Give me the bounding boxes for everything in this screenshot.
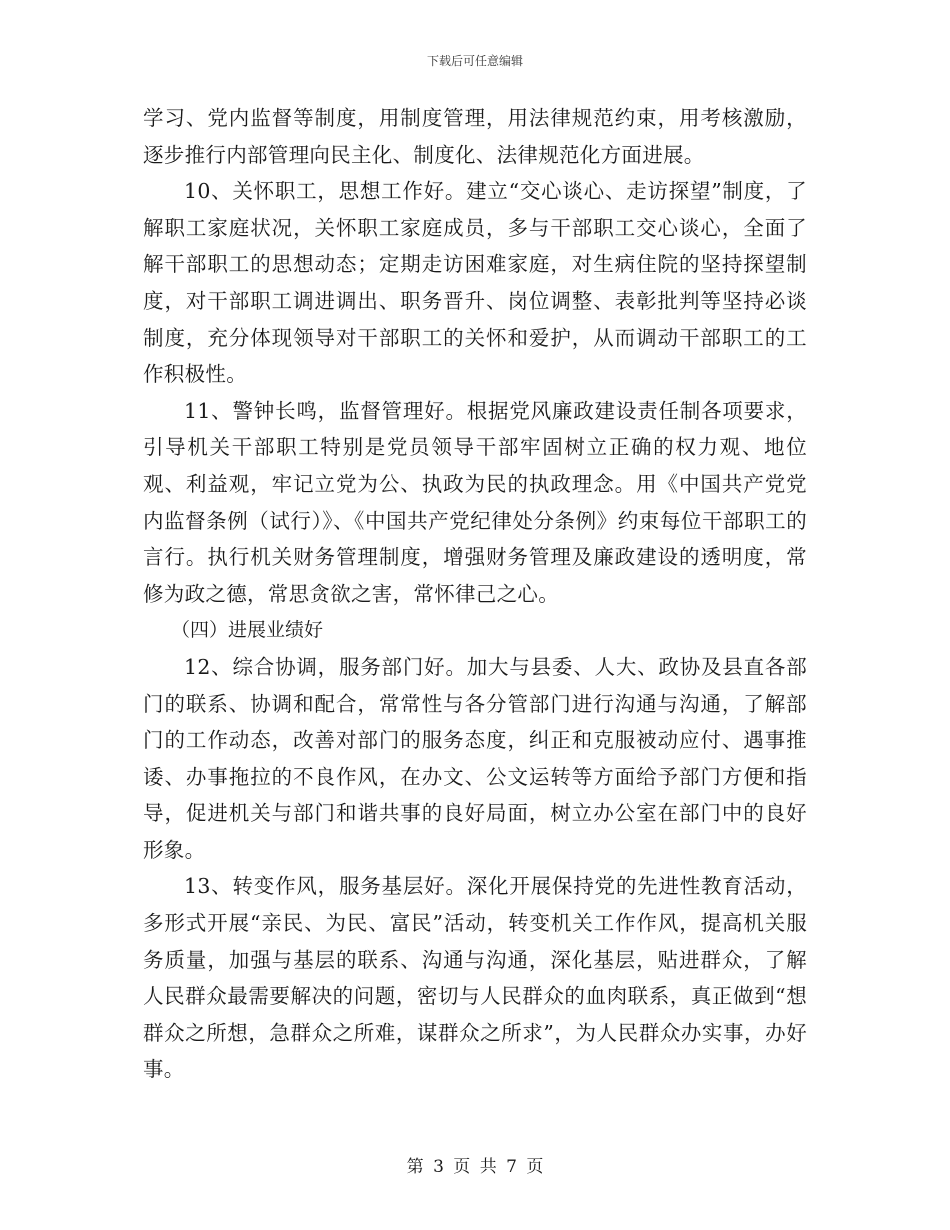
paragraph-item-12: 12、综合协调，服务部门好。加大与县委、人大、政协及县直各部门的联系、协调和配合，常常性与各分管部门进行沟通与沟通，了解部门的工作动态，改善对部门的服务态度，纠正和克服被动应付、遇事推诿、办事拖拉的不良作风，在办文、公文运转等方面给予部门方便和指导，促进机关与部门和谐共事的良好局面，树立办公室在部门中的良好形象。	[143, 654, 807, 862]
paragraph-item-11: 11、警钟长鸣，监督管理好。根据党风廉政建设责任制各项要求，引导机关干部职工特别是党员领导干部牢固树立正确的权力观、地位观、利益观，牢记立党为公、执政为民的执政理念。用《中国共产党党内监督条例（试行）》、《中国共产党纪律处分条例》约束每位干部职工的言行。执行机关财务管理制度，增强财务管理及廉政建设的透明度，常修为政之德，常思贪欲之害，常怀律己之心。	[143, 398, 807, 606]
paragraph-item-13: 13、转变作风，服务基层好。深化开展保持党的先进性教育活动，多形式开展“亲民、为民、富民”活动，转变机关工作作风，提高机关服务质量，加强与基层的联系、沟通与沟通，深化基层，贴进群众，了解人民群众最需要解决的问题，密切与人民群众的血肉联系，真正做到“想群众之所想，急群众之所难，谋群众之所求”，为人民群众办实事，办好事。	[143, 874, 807, 1082]
page-number: 第 3 页 共 7 页	[406, 1157, 544, 1177]
paragraph-continuation: 学习、党内监督等制度，用制度管理，用法律规范约束，用考核激励，逐步推行内部管理向民主化、制度化、法律规范化方面进展。	[143, 106, 807, 167]
page-header: 下载后可任意编辑	[426, 54, 523, 68]
section-heading: （四）进展业绩好	[171, 619, 324, 642]
paragraph-item-10: 10、关怀职工，思想工作好。建立“交心谈心、走访探望”制度，了解职工家庭状况，关怀职工家庭成员，多与干部职工交心谈心，全面了解干部职工的思想动态；定期走访困难家庭，对生病住院的坚持探望制度，对干部职工调进调出、职务晋升、岗位调整、表彰批判等坚持必谈制度，充分体现领导对干部职工的关怀和爱护，从而调动干部职工的工作积极性。	[143, 179, 807, 387]
document-body	[143, 100, 807, 1088]
